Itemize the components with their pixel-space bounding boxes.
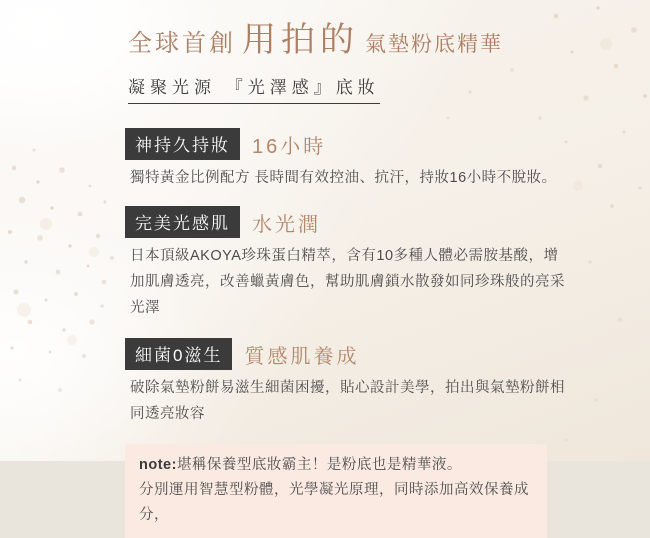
section-badge: 細菌0滋生 [125, 338, 232, 370]
section-body: 破除氣墊粉餅易滋生細菌困擾，貼心設計美學，拍出與氣墊粉餅相同透亮妝容 [130, 380, 565, 422]
title-part2: 用拍的 [242, 21, 359, 59]
section-lasting-makeup [125, 128, 580, 191]
section-header [125, 128, 580, 160]
section-zero-bacteria [125, 338, 580, 427]
promo-content [125, 0, 580, 538]
section-glow-skin [125, 206, 580, 321]
note-line2: 分別運用智慧型粉體，光學凝光原理，同時添加高效保養成分， [139, 482, 529, 523]
page-subtitle: 凝聚光源 『光澤感』底妝 [128, 73, 380, 104]
note-prefix: note: [139, 457, 177, 473]
section-body: 獨特黃金比例配方 長時間有效控油、抗汗，持妝16小時不脫妝。 [130, 170, 557, 186]
section-accent: 16小時 [252, 135, 327, 158]
note-line1-text: 堪稱保養型底妝霸主！是粉底也是精華液。 [176, 457, 462, 473]
title-part1: 全球首創 [128, 30, 236, 57]
section-header [125, 338, 580, 370]
note-box [125, 444, 547, 538]
section-badge: 完美光感肌 [125, 206, 240, 238]
section-badge: 神持久持妝 [125, 128, 240, 160]
note-line1 [139, 453, 533, 478]
section-accent: 水光潤 [252, 213, 321, 236]
section-accent: 質感肌養成 [244, 345, 360, 368]
title-part3: 氣墊粉底精華 [365, 33, 503, 56]
section-body: 日本頂級AKOYA珍珠蛋白精萃，含有10多種人體必需胺基酸，增加肌膚透亮，改善蠟黃膚色，幫助肌膚鎖水散發如同珍珠般的亮采光澤 [130, 248, 565, 316]
section-header [125, 206, 580, 238]
page-title [128, 20, 580, 67]
